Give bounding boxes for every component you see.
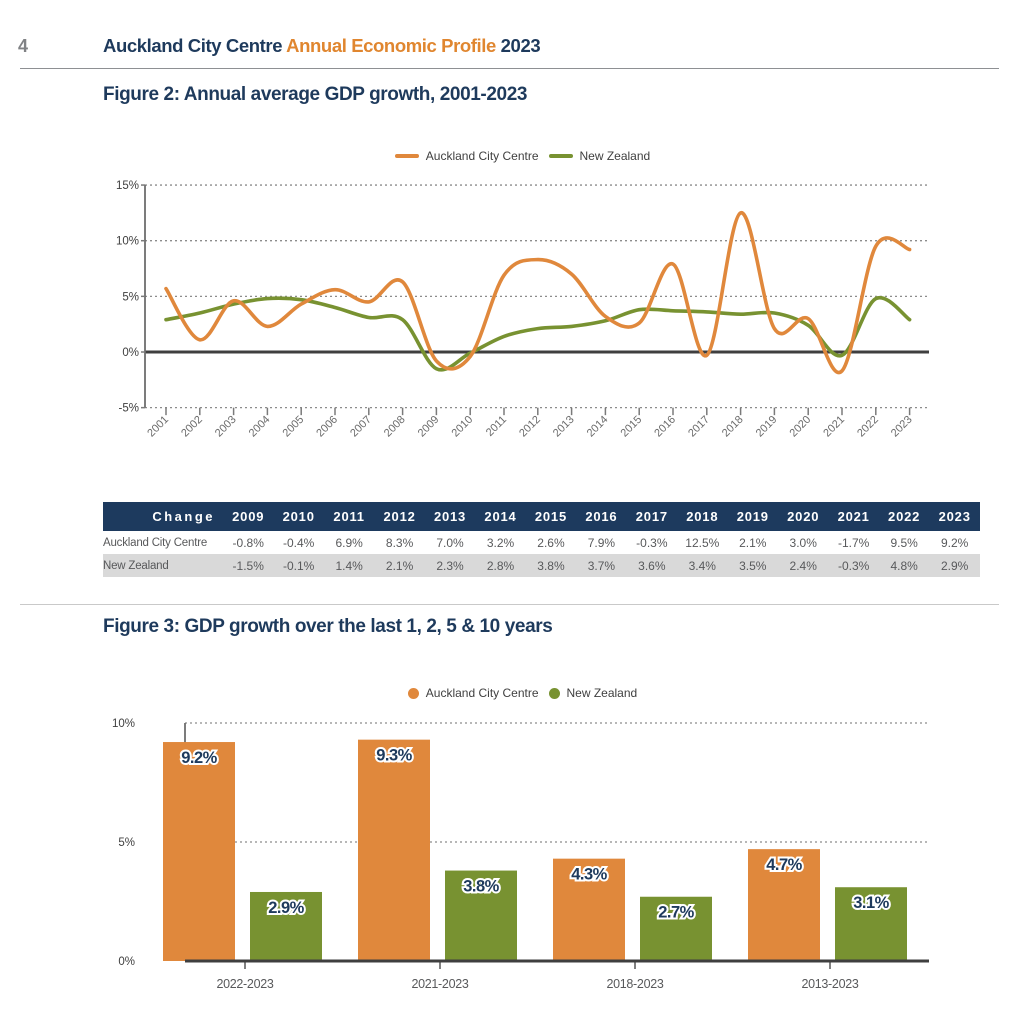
legend-label: Auckland City Centre: [425, 149, 539, 163]
legend-item-auckland: [408, 686, 539, 700]
table-row: [103, 554, 980, 577]
table-cell: -0.3%: [636, 535, 668, 550]
table-header-year: 2020: [778, 502, 828, 531]
table-cell: -0.1%: [283, 558, 315, 573]
legend-label: New Zealand: [579, 149, 651, 163]
table-cell: 3.0%: [789, 535, 817, 550]
bar-chart-grid: [185, 723, 929, 842]
svg-text:2015: 2015: [618, 413, 645, 440]
table-cell: -0.4%: [283, 535, 315, 550]
svg-text:0%: 0%: [122, 347, 139, 359]
table-cell: 6.9%: [335, 535, 363, 550]
auckland-bar: [358, 740, 430, 961]
legend-label: New Zealand: [566, 686, 638, 700]
table-cell: 3.8%: [537, 558, 565, 573]
table-header-change: Change: [103, 502, 223, 531]
svg-text:2014: 2014: [584, 413, 611, 440]
svg-text:2021-2023: 2021-2023: [411, 977, 469, 991]
new-zealand-line-series: [166, 298, 910, 370]
table-cell: 3.2%: [486, 535, 515, 550]
x-tick-labels: [145, 414, 914, 440]
svg-text:0%: 0%: [118, 956, 135, 968]
header-title-main: Auckland City Centre: [103, 35, 283, 56]
table-cell: 3.6%: [638, 558, 666, 573]
auckland-bar: [163, 742, 235, 961]
svg-text:2008: 2008: [381, 413, 408, 440]
svg-text:2007: 2007: [348, 413, 374, 440]
svg-text:2013: 2013: [550, 413, 577, 440]
svg-text:2009: 2009: [415, 413, 442, 440]
table-cell: -0.8%: [232, 535, 264, 550]
svg-text:3.1%: 3.1%: [853, 894, 889, 913]
new-zealand-dot-swatch: [549, 688, 560, 699]
table-header-year: 2018: [677, 502, 727, 531]
y-tick-labels: [116, 180, 139, 415]
svg-text:2004: 2004: [246, 413, 273, 440]
legend-label: Auckland City Centre: [425, 686, 539, 700]
svg-text:2001: 2001: [145, 413, 172, 440]
table-row-label: New Zealand: [103, 559, 169, 572]
gdp-growth-bar-chart: [95, 715, 940, 1005]
table-cell: 2.1%: [739, 535, 767, 550]
gdp-change-table-wrap: [103, 502, 980, 577]
table-header-year: 2014: [475, 502, 525, 531]
svg-text:2016: 2016: [652, 413, 679, 440]
category-labels: [216, 977, 858, 991]
svg-text:5%: 5%: [118, 837, 135, 849]
section-divider: [20, 604, 999, 605]
table-cell: 2.4%: [789, 558, 817, 573]
table-header-year: 2022: [879, 502, 929, 531]
table-cell: 2.6%: [537, 535, 565, 550]
table-header-year: 2015: [526, 502, 576, 531]
svg-text:2022-2023: 2022-2023: [216, 977, 274, 991]
svg-text:2.7%: 2.7%: [658, 903, 694, 922]
auckland-dot-swatch: [408, 688, 419, 699]
table-cell: 8.3%: [385, 535, 414, 550]
svg-text:10%: 10%: [111, 718, 135, 730]
bars: [163, 740, 907, 961]
y-tick-labels: [112, 718, 135, 968]
axis-ticks: [245, 963, 830, 970]
svg-text:-5%: -5%: [118, 402, 139, 415]
svg-text:3.8%: 3.8%: [463, 877, 499, 896]
svg-text:2002: 2002: [179, 413, 205, 440]
table-cell: 12.5%: [685, 535, 720, 550]
table-header-year: 2012: [374, 502, 424, 531]
table-cell: 2.3%: [436, 558, 464, 573]
figure2-legend: [100, 149, 945, 163]
table-header-year: 2021: [828, 502, 878, 531]
svg-text:2018-2023: 2018-2023: [606, 977, 664, 991]
table-cell: 2.1%: [385, 558, 414, 573]
table-header-year: 2010: [273, 502, 323, 531]
auckland-line-series: [166, 213, 910, 373]
new-zealand-line-swatch: [549, 154, 573, 158]
header-title-accent: Annual Economic Profile: [286, 35, 496, 56]
header-divider: [20, 68, 999, 69]
table-cell: -1.5%: [232, 558, 264, 573]
svg-text:2010: 2010: [449, 413, 476, 440]
table-cell: -0.3%: [837, 558, 870, 573]
legend-item-new-zealand: [549, 149, 651, 163]
svg-text:2017: 2017: [686, 413, 712, 440]
table-header-year: 2013: [425, 502, 475, 531]
table-cell: 3.4%: [688, 558, 716, 573]
svg-text:2013-2023: 2013-2023: [801, 977, 859, 991]
document-header: [103, 35, 540, 57]
svg-text:15%: 15%: [115, 180, 139, 193]
legend-item-auckland: [395, 149, 539, 163]
table-header-year: 2016: [576, 502, 626, 531]
svg-text:10%: 10%: [115, 235, 139, 248]
svg-text:2019: 2019: [753, 413, 780, 440]
gdp-growth-line-chart: [95, 175, 940, 470]
header-title-year: 2023: [500, 35, 541, 56]
figure2-title: Figure 2: Annual average GDP growth, 2001-2023: [103, 84, 528, 105]
figure3-title: Figure 3: GDP growth over the last 1, 2, 5 & 10 years: [103, 616, 553, 637]
line-chart-grid: [145, 185, 929, 408]
table-header-year: 2019: [728, 502, 778, 531]
svg-text:2.9%: 2.9%: [268, 898, 304, 917]
table-cell: 2.9%: [940, 558, 969, 573]
table-header-year: 2017: [627, 502, 677, 531]
svg-text:2020: 2020: [787, 413, 814, 440]
table-header-year: 2009: [223, 502, 273, 531]
svg-text:9.3%: 9.3%: [376, 746, 412, 765]
table-cell: 3.7%: [587, 558, 616, 573]
svg-text:9.2%: 9.2%: [181, 749, 217, 768]
svg-text:5%: 5%: [122, 291, 139, 304]
table-cell: 7.9%: [587, 535, 616, 550]
svg-text:2023: 2023: [888, 413, 915, 440]
page-number: 4: [18, 36, 28, 56]
svg-text:2011: 2011: [483, 413, 510, 439]
svg-text:2021: 2021: [821, 413, 848, 440]
table-cell: 9.2%: [940, 535, 969, 550]
table-cell: 9.5%: [890, 535, 918, 550]
table-cell: 2.8%: [486, 558, 515, 573]
table-cell: -1.7%: [837, 535, 870, 550]
svg-text:2006: 2006: [314, 413, 341, 440]
legend-item-new-zealand: [549, 686, 638, 700]
svg-text:2022: 2022: [855, 413, 881, 440]
svg-text:2018: 2018: [719, 413, 746, 440]
table-cell: 3.5%: [739, 558, 767, 573]
svg-text:4.3%: 4.3%: [571, 865, 607, 884]
table-cell: 7.0%: [436, 535, 464, 550]
svg-text:2003: 2003: [212, 413, 239, 440]
svg-text:2005: 2005: [280, 413, 307, 440]
table-row-label: Auckland City Centre: [103, 536, 208, 549]
table-cell: 1.4%: [335, 558, 363, 573]
auckland-line-swatch: [395, 154, 419, 158]
svg-text:4.7%: 4.7%: [766, 856, 802, 875]
svg-text:2012: 2012: [517, 413, 543, 440]
figure3-legend: [100, 686, 945, 700]
table-row: [103, 531, 980, 554]
table-header-year: 2011: [324, 502, 374, 531]
table-cell: 4.8%: [890, 558, 918, 573]
gdp-change-table: [103, 502, 980, 577]
table-header-year: 2023: [929, 502, 980, 531]
